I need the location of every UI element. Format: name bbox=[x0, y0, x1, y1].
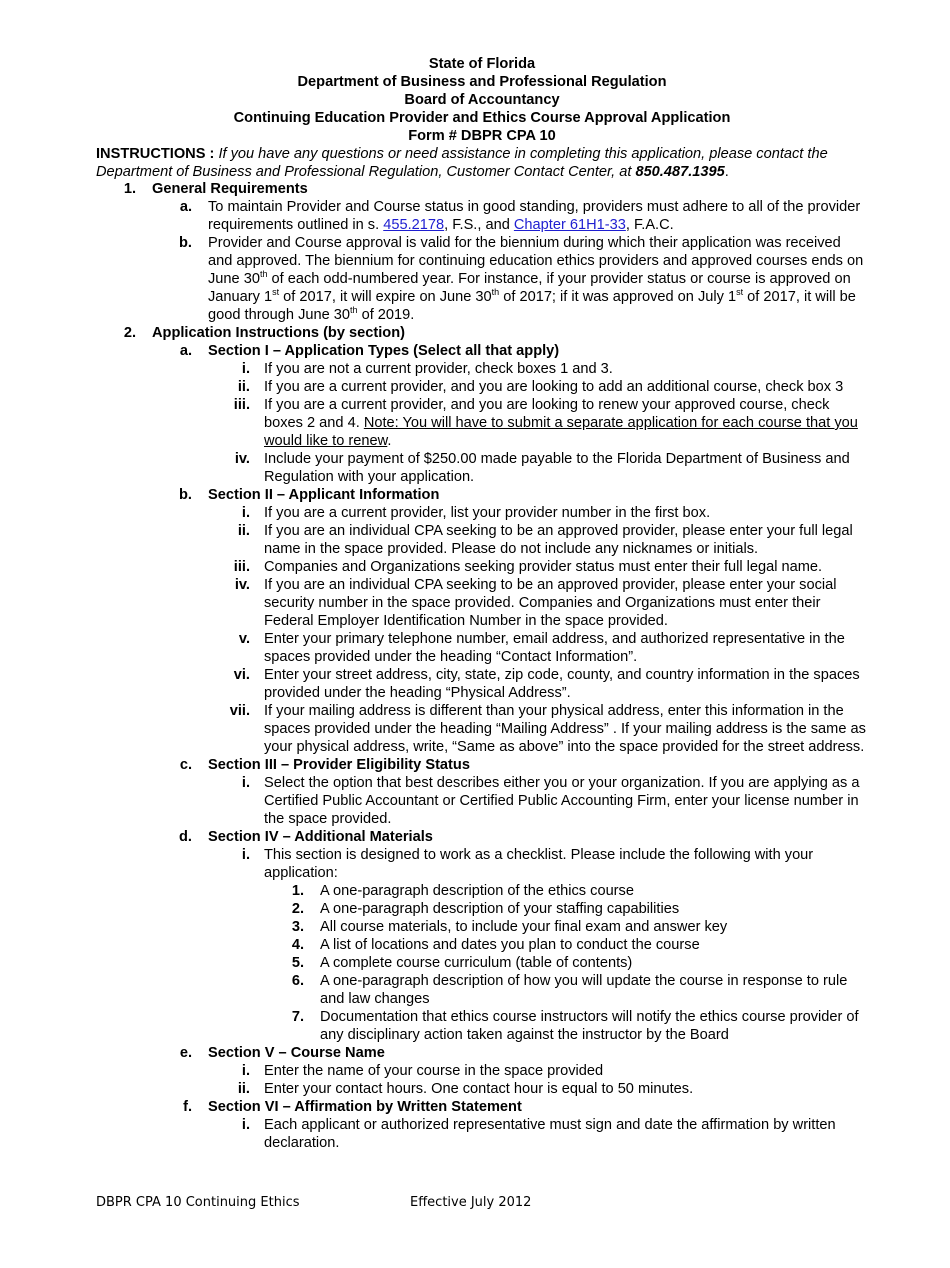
header-state: State of Florida bbox=[428, 56, 536, 72]
list-item-1b: b. Provider and Course approval is valid for the biennium during which their application was received and approved. The biennium for continuing education ethics providers and approved courses ends on June 30th of each odd-numbered year. For instance, if your provider status or course is approved on January 1st of 2017, it will expire on June 30th of 2017; if it was approved on July 1st of 2017, it will be good through June 30th of 2019. bbox=[179, 235, 864, 323]
list-item: iv. Include your payment of $250.00 made payable to the Florida Department of Business and Regulation with your application. bbox=[234, 451, 850, 485]
footer-effective-date: Effective July 2012 bbox=[410, 1195, 532, 1210]
chapter-link[interactable]: Chapter 61H1-33 bbox=[513, 217, 626, 233]
checklist-item: 6. A one-paragraph description of how you will update the course in response to rule and law changes bbox=[291, 973, 848, 1007]
checklist-item: 3. All course materials, to include your final exam and answer key bbox=[291, 919, 728, 935]
header-department: Department of Business and Professional Regulation bbox=[297, 74, 667, 90]
list-item: i. If you are a current provider, list your provider number in the first box. bbox=[241, 505, 711, 521]
form-header bbox=[0, 55, 950, 145]
section-3-eligibility-heading: c. Section III – Provider Eligibility Status bbox=[179, 757, 470, 773]
list-item: i. Enter the name of your course in the space provided bbox=[241, 1063, 604, 1079]
list-item: ii. If you are a current provider, and you are looking to add an additional course, check box 3 bbox=[237, 379, 844, 395]
list-item: v. Enter your primary telephone number, email address, and authorized representative in the spaces provided under the heading “Contact Information”. bbox=[238, 631, 845, 665]
checklist-item: 5. A complete course curriculum (table of contents) bbox=[291, 955, 633, 971]
list-item: i. This section is designed to work as a checklist. Please include the following with your application: bbox=[241, 847, 814, 881]
list-item: ii. Enter your contact hours. One contact hour is equal to 50 minutes. bbox=[237, 1081, 694, 1097]
instructions-paragraph: INSTRUCTIONS : If you have any questions or need assistance in completing this application, please contact the Department of Business and Professional Regulation, Customer Contact Center, at 850.487.1395. bbox=[96, 146, 828, 180]
list-item: i. Each applicant or authorized representative must sign and date the affirmation by written declaration. bbox=[241, 1117, 836, 1151]
section-2-heading: 2. Application Instructions (by section) bbox=[123, 325, 405, 341]
section-6-affirmation-heading: f. Section VI – Affirmation by Written Statement bbox=[183, 1099, 522, 1115]
list-item: vii. If your mailing address is different than your physical address, enter this information in the spaces provided under the heading “Mailing Address” . If your mailing address is the same as your physical address, write, “Same as above” into the space provided for the street address. bbox=[229, 703, 866, 755]
document-body bbox=[0, 180, 950, 1152]
list-item: iv. If you are an individual CPA seeking to be an approved provider, please enter your social security number in the space provided. Companies and Organizations must enter their Federal Employer Identification Number in the space provided. bbox=[234, 577, 837, 629]
list-item: i. Select the option that best describes either you or your organization. If you are applying as a Certified Public Accountant or Certified Public Accounting Firm, enter your license number in the space provided. bbox=[241, 775, 860, 827]
instructions-text: If you have any questions or need assistance in completing this application, please contact the Department of Business and Professional Regulation, Customer Contact Center, at bbox=[96, 146, 828, 180]
statute-link[interactable]: 455.2178 bbox=[383, 217, 445, 233]
renewal-note: Note: You will have to submit a separate application for each course that you would like to renew bbox=[264, 415, 858, 449]
checklist-item: 1. A one-paragraph description of the ethics course bbox=[291, 883, 634, 899]
section-1-types-heading: a. Section I – Application Types (Select all that apply) bbox=[179, 343, 560, 359]
list-item-1a: a. To maintain Provider and Course status in good standing, providers must adhere to all of the provider requirements outlined in s. 455.2178, F.S., and Chapter 61H1-33, F.A.C. bbox=[179, 199, 861, 233]
section-1-heading: 1. General Requirements bbox=[123, 181, 308, 197]
header-form-title: Continuing Education Provider and Ethics Course Approval Application bbox=[233, 110, 731, 126]
section-4-materials-heading: d. Section IV – Additional Materials bbox=[179, 829, 433, 845]
section-2-applicant-heading: b. Section II – Applicant Information bbox=[179, 487, 440, 503]
instructions-label: INSTRUCTIONS : bbox=[96, 146, 215, 162]
list-item: ii. If you are an individual CPA seeking to be an approved provider, please enter your full legal name in the space provided. Please do not include any nicknames or initials. bbox=[237, 523, 853, 557]
instructions-phone: 850.487.1395 bbox=[635, 164, 725, 180]
section-5-course-heading: e. Section V – Course Name bbox=[179, 1045, 385, 1061]
header-board: Board of Accountancy bbox=[404, 92, 560, 108]
header-form-number: Form # DBPR CPA 10 bbox=[408, 128, 556, 144]
list-item: vi. Enter your street address, city, state, zip code, county, and country information in the spaces provided under the heading “Physical Address”. bbox=[233, 667, 860, 701]
footer-form-name: DBPR CPA 10 Continuing Ethics bbox=[96, 1195, 300, 1210]
checklist-item: 7. Documentation that ethics course instructors will notify the ethics course provider of any disciplinary action taken against the instructor by the Board bbox=[291, 1009, 859, 1043]
checklist-item: 4. A list of locations and dates you plan to conduct the course bbox=[291, 937, 700, 953]
list-item: iii. If you are a current provider, and you are looking to renew your approved course, check boxes 2 and 4. Note: You will have to submit a separate application for each course that you would like to renew. bbox=[233, 397, 858, 449]
list-item: i. If you are not a current provider, check boxes 1 and 3. bbox=[241, 361, 613, 377]
checklist-item: 2. A one-paragraph description of your staffing capabilities bbox=[291, 901, 680, 917]
list-item: iii. Companies and Organizations seeking provider status must enter their full legal name. bbox=[233, 559, 823, 575]
